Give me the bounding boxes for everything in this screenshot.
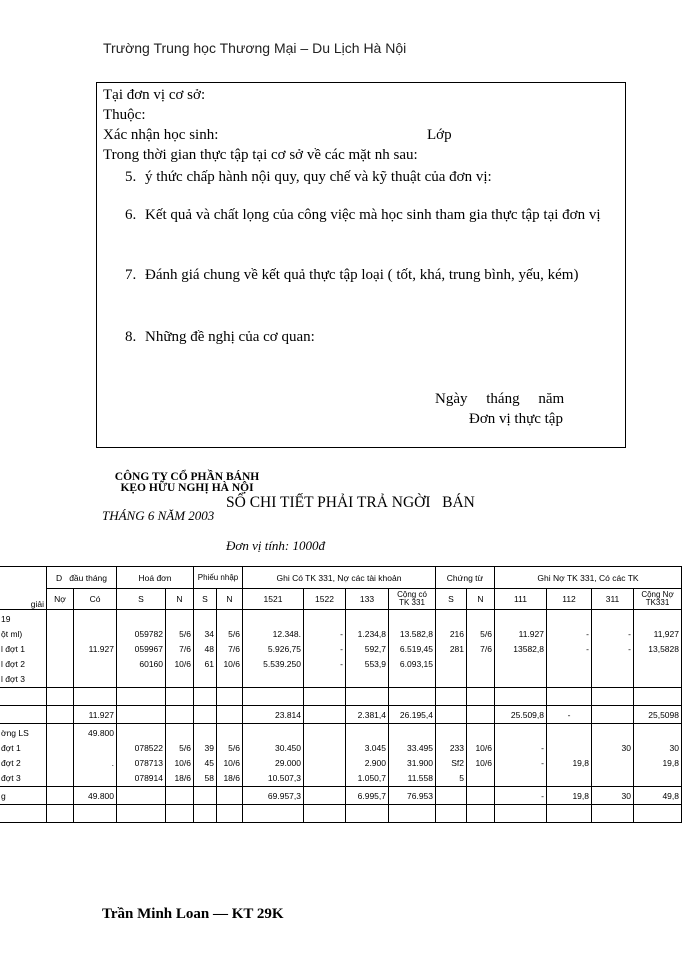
internship-confirmation-box — [96, 82, 626, 448]
supplier-group-row — [0, 724, 682, 787]
unit-field-label: Tại đơn vị cơ sở: — [103, 87, 206, 103]
payable-ledger-table — [0, 566, 682, 823]
receipt-number-header: S — [194, 589, 217, 610]
supplier-label-cell: 19 ột ml) l đợt 1 l đợt 2 l đợt 3 — [0, 610, 47, 688]
total-112: 19,8 — [547, 787, 592, 805]
total-111: - — [495, 787, 547, 805]
evaluation-item — [125, 265, 615, 286]
ledger-month: THÁNG 6 NĂM 2003 — [102, 508, 215, 523]
school-header: Trường Trung học Thương Mại – Du Lịch Hà Nội — [103, 40, 407, 56]
total-row — [0, 787, 682, 805]
unit-note: Đơn vị tính: 1000đ — [226, 538, 326, 553]
subtotal-111: 25.509,8 — [495, 706, 547, 724]
debit-header: Ghi Nợ TK 331, Có các TK — [495, 567, 682, 589]
account-111-header: 111 — [495, 589, 547, 610]
date-line: Ngày tháng năm — [435, 391, 565, 407]
item-number: 7. — [125, 267, 137, 283]
account-1521-cell: 12.348. 5.926,75 5.539.250 — [243, 610, 304, 688]
receipt-date-cell: 5/6 7/6 10/6 — [217, 610, 243, 688]
subtotal-1521: 23.814 — [243, 706, 304, 724]
total-label: g — [0, 787, 47, 805]
opening-credit-cell: 49.800 . — [74, 724, 117, 787]
total-311: 30 — [592, 787, 634, 805]
total-133: 6.995,7 — [346, 787, 389, 805]
item-number: 8. — [125, 329, 137, 345]
item-text: Đánh giá chung về kết quả thực tập loại ( tốt, khá, trung bình, yếu, kém) — [145, 267, 579, 283]
opening-debit-cell — [47, 724, 74, 787]
account-1521-cell: 30.450 29.000 10.507,3 — [243, 724, 304, 787]
invoice-number-header: S — [117, 589, 166, 610]
credit-col-header: Có — [74, 589, 117, 610]
subtotal-credit-total: 26.195,4 — [389, 706, 436, 724]
credit-total-cell: 13.582,8 6.519,45 6.093,15 — [389, 610, 436, 688]
item-text: Những đề nghị của cơ quan: — [145, 329, 315, 345]
total-debit-total: 49,8 — [634, 787, 682, 805]
empty-row — [0, 805, 682, 823]
item-text: ý thức chấp hành nội quy, quy chế và kỹ thuật của đơn vị: — [145, 169, 492, 185]
invoice-date-cell: 5/6 7/6 10/6 — [166, 610, 194, 688]
invoice-number-cell: 078522 078713 078914 — [117, 724, 166, 787]
subtotal-112: - — [547, 706, 592, 724]
voucher-number-cell: 233 Sf2 5 — [436, 724, 467, 787]
voucher-header: Chứng từ — [436, 567, 495, 589]
footer-author: Trần Minh Loan — KT 29K — [102, 906, 284, 922]
period-intro-text: Trong thời gian thực tập tại cơ sở về các mặt nh sau: — [103, 147, 418, 163]
belongs-to-field-label: Thuộc: — [103, 107, 146, 123]
item-text: Kết quả và chất lọng của công việc mà học sinh tham gia thực tập tại đơn vị — [145, 207, 601, 223]
account-311-cell: - - — [592, 610, 634, 688]
subtotal-debit-total: 25,5098 — [634, 706, 682, 724]
credit-total-header: Cộng có TK 331 — [389, 589, 436, 610]
voucher-number-header: S — [436, 589, 467, 610]
signer-label: Đơn vị thực tập — [469, 411, 563, 427]
credit-header: Ghi Có TK 331, Nợ các tài khoản — [243, 567, 436, 589]
evaluation-item — [125, 205, 615, 226]
account-133-cell: 1.234,8 592,7 553,9 — [346, 610, 389, 688]
account-311-header: 311 — [592, 589, 634, 610]
debit-col-header: Nợ — [47, 589, 74, 610]
account-111-cell: - - — [495, 724, 547, 787]
account-1522-cell: - - - — [304, 610, 346, 688]
debit-total-header: Cộng Nợ TK331 — [634, 589, 682, 610]
opening-debit-cell — [47, 610, 74, 688]
account-1522-cell — [304, 724, 346, 787]
item-number: 6. — [125, 207, 137, 223]
class-field-label: Lớp — [427, 127, 452, 143]
total-1521: 69.957,3 — [243, 787, 304, 805]
invoice-date-cell: 5/6 10/6 18/6 — [166, 724, 194, 787]
account-133-cell: 3.045 2.900 1.050,7 — [346, 724, 389, 787]
evaluation-item — [125, 327, 615, 348]
receipt-number-cell: 34 48 61 — [194, 610, 217, 688]
table-header-row — [0, 567, 682, 589]
voucher-date-header: N — [467, 589, 495, 610]
student-field-label: Xác nhận học sinh: — [103, 127, 219, 143]
supplier-group-row — [0, 610, 682, 688]
debit-total-cell: 30 19,8 — [634, 724, 682, 787]
receipt-date-cell: 5/6 10/6 18/6 — [217, 724, 243, 787]
receipt-date-header: N — [217, 589, 243, 610]
subtotal-opening-credit: 11.927 — [74, 706, 117, 724]
account-1522-header: 1522 — [304, 589, 346, 610]
receipt-header: Phiếu nhập — [194, 567, 243, 589]
table-subheader-row — [0, 589, 682, 610]
opening-balance-header: D đầu tháng — [47, 567, 117, 589]
account-112-cell: - - — [547, 610, 592, 688]
item-number: 5. — [125, 169, 137, 185]
invoice-date-header: N — [166, 589, 194, 610]
ledger-title: SỔ CHI TIẾT PHẢI TRẢ NGỜI BÁN — [226, 494, 475, 511]
spacer-row — [0, 688, 682, 706]
opening-credit-cell: 11.927 — [74, 610, 117, 688]
company-name: CÔNG TY CỔ PHẦN BÁNH KẸO HỮU NGHỊ HÀ NỘI — [114, 471, 260, 494]
account-311-cell: 30 — [592, 724, 634, 787]
account-133-header: 133 — [346, 589, 389, 610]
invoice-number-cell: 059782 059967 60160 — [117, 610, 166, 688]
subtotal-133: 2.381,4 — [346, 706, 389, 724]
account-1521-header: 1521 — [243, 589, 304, 610]
voucher-date-cell: 5/6 7/6 — [467, 610, 495, 688]
subtotal-row — [0, 706, 682, 724]
evaluation-item — [125, 167, 615, 188]
account-112-header: 112 — [547, 589, 592, 610]
credit-total-cell: 33.495 31.900 11.558 — [389, 724, 436, 787]
debit-total-cell: 11,927 13,5828 — [634, 610, 682, 688]
account-112-cell: 19,8 — [547, 724, 592, 787]
total-credit-total: 76.953 — [389, 787, 436, 805]
invoice-header: Hoá đơn — [117, 567, 194, 589]
total-opening-credit: 49.800 — [74, 787, 117, 805]
description-header: giải — [0, 567, 47, 610]
voucher-date-cell: 10/6 10/6 — [467, 724, 495, 787]
voucher-number-cell: 216 281 — [436, 610, 467, 688]
supplier-label-cell: ờng LS đợt 1 đợt 2 đợt 3 — [0, 724, 47, 787]
account-111-cell: 11.927 13582,8 — [495, 610, 547, 688]
receipt-number-cell: 39 45 58 — [194, 724, 217, 787]
